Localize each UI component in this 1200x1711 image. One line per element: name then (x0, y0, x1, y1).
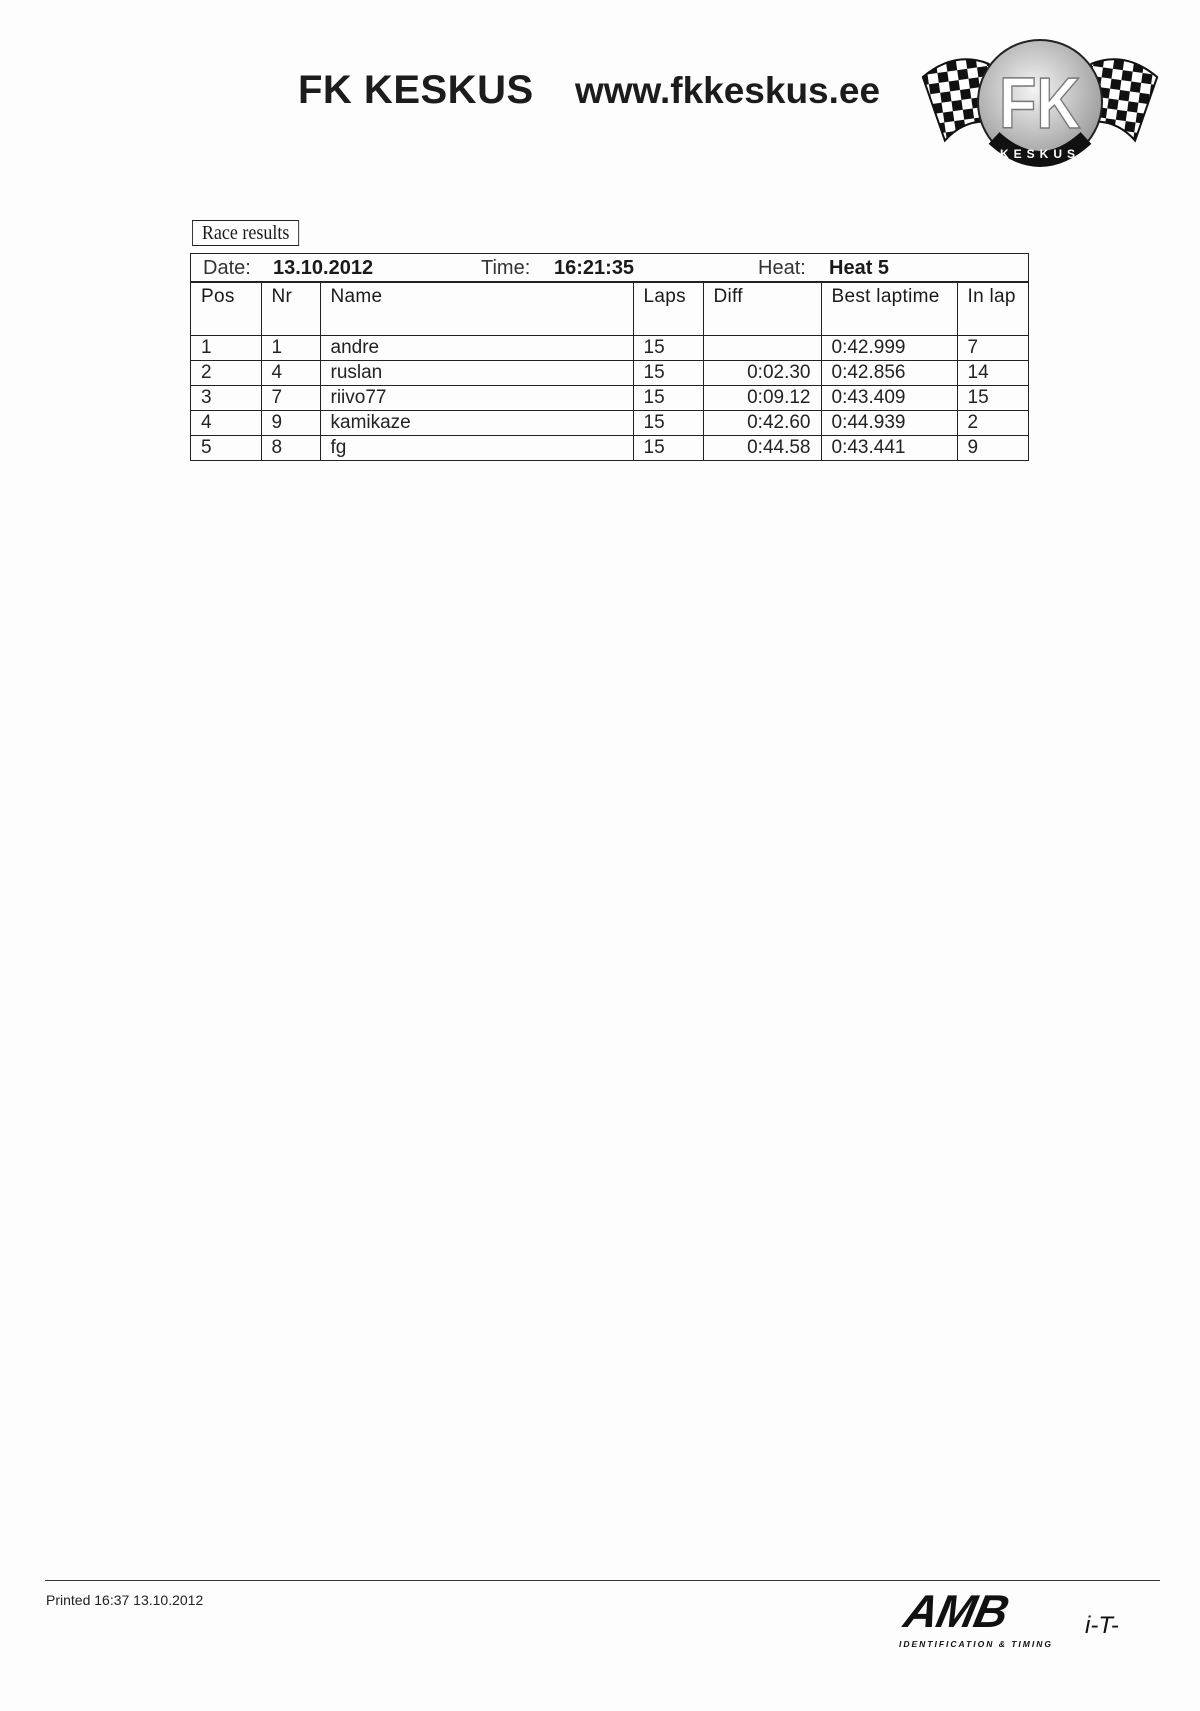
cell-nr: 9 (261, 411, 320, 436)
cell-laps: 15 (633, 336, 703, 361)
amb-it-logo (895, 1585, 1145, 1655)
cell-nr: 1 (261, 336, 320, 361)
cell-laps: 15 (633, 436, 703, 461)
header-row (191, 283, 1028, 336)
cell-diff (703, 336, 821, 361)
cell-nr: 4 (261, 361, 320, 386)
col-name: Name (320, 283, 633, 336)
logo-ring-text: KESKUS (999, 147, 1081, 161)
cell-name: andre (320, 336, 633, 361)
cell-diff: 0:02.30 (703, 361, 821, 386)
cell-diff: 0:42.60 (703, 411, 821, 436)
cell-laps: 15 (633, 386, 703, 411)
cell-pos: 3 (191, 386, 261, 411)
results-grid (191, 282, 1028, 460)
section-label: Race results (192, 220, 299, 246)
cell-inlap: 9 (957, 436, 1028, 461)
race-time: 16:21:35 (554, 257, 635, 279)
cell-best: 0:43.441 (821, 436, 957, 461)
table-row (191, 411, 1028, 436)
cell-inlap: 7 (957, 336, 1028, 361)
col-best-laptime: Best laptime (821, 283, 957, 336)
cell-best: 0:44.939 (821, 411, 957, 436)
table-row (191, 336, 1028, 361)
cell-diff: 0:44.58 (703, 436, 821, 461)
cell-inlap: 14 (957, 361, 1028, 386)
table-row (191, 361, 1028, 386)
col-in-lap: In lap (957, 283, 1028, 336)
cell-diff: 0:09.12 (703, 386, 821, 411)
cell-name: riivo77 (320, 386, 633, 411)
cell-pos: 1 (191, 336, 261, 361)
brand-title: FK KESKUS (298, 68, 534, 112)
amb-mark: AMB (899, 1585, 1013, 1637)
cell-best: 0:42.856 (821, 361, 957, 386)
cell-pos: 2 (191, 361, 261, 386)
cell-name: kamikaze (320, 411, 633, 436)
race-heat: Heat 5 (829, 257, 890, 279)
table-row (191, 436, 1028, 461)
cell-laps: 15 (633, 411, 703, 436)
amb-tagline: IDENTIFICATION & TIMING (899, 1639, 1053, 1649)
col-pos: Pos (191, 283, 261, 336)
logo-letters: FK (999, 64, 1081, 145)
col-diff: Diff (703, 283, 821, 336)
date-label: Date: (203, 257, 251, 279)
time-label: Time: (481, 257, 531, 279)
fk-keskus-logo (920, 30, 1160, 170)
cell-laps: 15 (633, 361, 703, 386)
cell-inlap: 2 (957, 411, 1028, 436)
amb-suffix: i-T- (1085, 1612, 1119, 1639)
table-row (191, 386, 1028, 411)
website-url: www.fkkeskus.ee (575, 70, 881, 111)
printed-timestamp: Printed 16:37 13.10.2012 (46, 1592, 204, 1608)
cell-best: 0:43.409 (821, 386, 957, 411)
cell-nr: 8 (261, 436, 320, 461)
cell-best: 0:42.999 (821, 336, 957, 361)
cell-name: fg (320, 436, 633, 461)
col-nr: Nr (261, 283, 320, 336)
cell-pos: 4 (191, 411, 261, 436)
heat-label: Heat: (758, 257, 806, 279)
cell-inlap: 15 (957, 386, 1028, 411)
col-laps: Laps (633, 283, 703, 336)
cell-name: ruslan (320, 361, 633, 386)
race-results-table (190, 253, 1029, 461)
cell-pos: 5 (191, 436, 261, 461)
footer-divider (45, 1580, 1160, 1581)
race-date: 13.10.2012 (273, 257, 374, 279)
race-meta-row (191, 254, 1028, 282)
cell-nr: 7 (261, 386, 320, 411)
